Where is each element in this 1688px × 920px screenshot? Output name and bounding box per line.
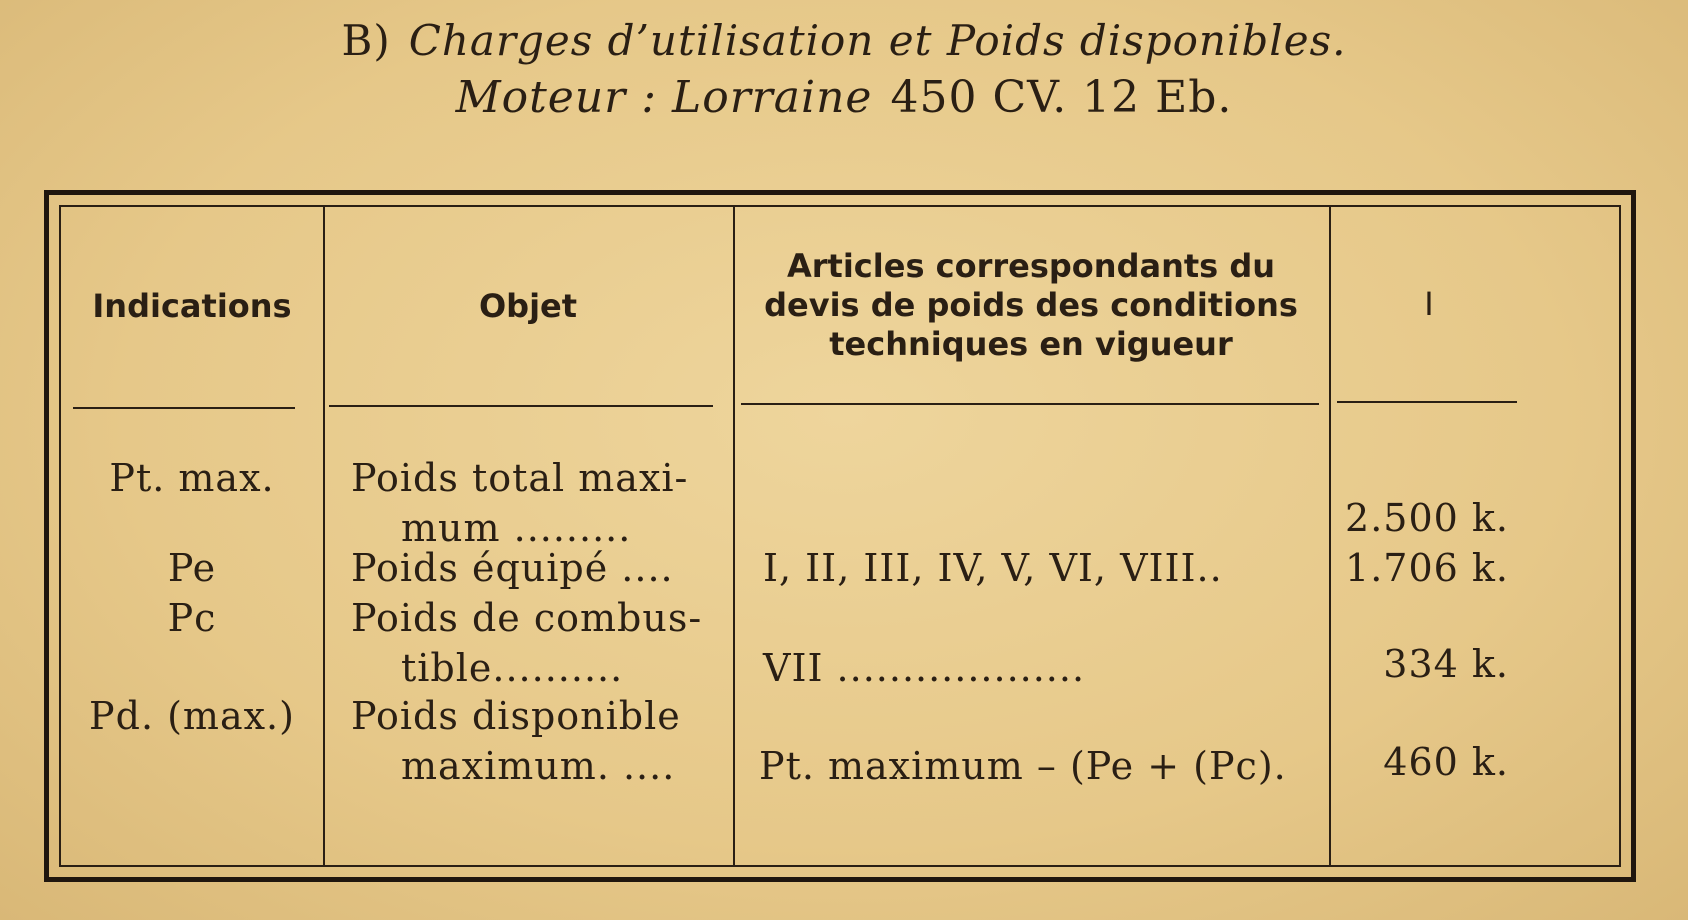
header-indications: Indications bbox=[92, 287, 292, 325]
objet-pt-max-line2: mum ......... bbox=[401, 506, 632, 550]
objet-pd-line1: Poids disponible bbox=[351, 694, 681, 738]
table-inner-border bbox=[59, 205, 1621, 867]
weights-table bbox=[44, 190, 1636, 882]
motor-spec: 450 CV. 12 Eb. bbox=[890, 72, 1233, 123]
value-pd: 460 k. bbox=[1383, 740, 1509, 784]
objet-pd-line2: maximum. .... bbox=[401, 744, 676, 788]
value-pt-max: 2.500 k. bbox=[1345, 496, 1509, 540]
value-pc: 334 k. bbox=[1383, 642, 1509, 686]
heading-letter: B) bbox=[341, 16, 391, 65]
header-rule bbox=[73, 407, 295, 409]
header-articles-line: techniques en vigueur bbox=[829, 325, 1233, 363]
objet-pc-line1: Poids de combus- bbox=[351, 596, 703, 640]
header-articles bbox=[733, 247, 1329, 364]
header-col-i: I bbox=[1424, 285, 1434, 323]
header-rule bbox=[741, 403, 1319, 405]
header-articles-line: Articles correspondants du bbox=[786, 247, 1276, 285]
indication-pc: Pc bbox=[167, 596, 217, 640]
value-pe: 1.706 k. bbox=[1345, 546, 1509, 590]
indication-pd: Pd. (max.) bbox=[89, 694, 295, 738]
header-objet: Objet bbox=[478, 287, 578, 325]
heading-title: Charges d’utilisation et Poids disponibles. bbox=[408, 16, 1347, 65]
indication-pe: Pe bbox=[167, 546, 217, 590]
article-pc: VII ................... bbox=[763, 646, 1086, 690]
header-rule bbox=[329, 405, 713, 407]
heading-line-1 bbox=[0, 16, 1688, 65]
article-pe: I, II, III, IV, V, VI, VIII.. bbox=[763, 546, 1223, 590]
header-articles-line: devis de poids des conditions bbox=[764, 286, 1298, 324]
indication-pt-max: Pt. max. bbox=[109, 456, 275, 500]
objet-pe: Poids équipé .... bbox=[351, 546, 674, 590]
objet-pc-line2: tible.......... bbox=[401, 646, 624, 690]
motor-label: Moteur : Lorraine bbox=[455, 72, 873, 123]
header-rule bbox=[1337, 401, 1517, 403]
heading-line-2 bbox=[0, 72, 1688, 123]
objet-pt-max-line1: Poids total maxi- bbox=[351, 456, 689, 500]
article-pd: Pt. maximum – (Pe + (Pc). bbox=[759, 744, 1287, 788]
